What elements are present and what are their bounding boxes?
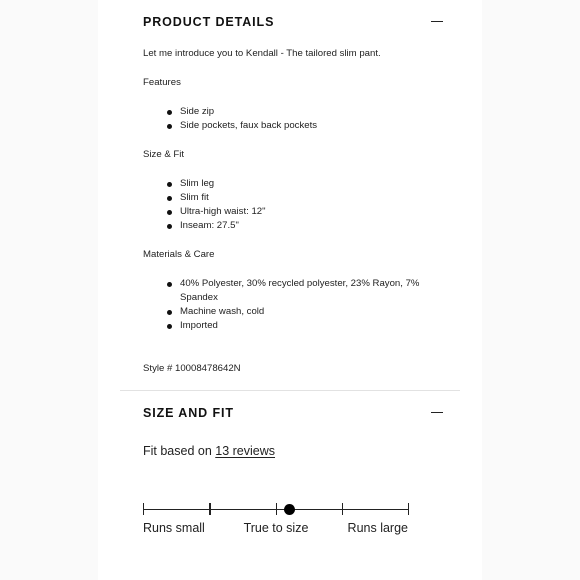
size-and-fit-header[interactable] <box>143 403 443 423</box>
fit-summary <box>143 444 275 458</box>
fit-scale-tick <box>342 503 343 515</box>
fit-scale-tick <box>209 503 210 515</box>
minus-icon[interactable] <box>431 407 443 419</box>
list-item: Side pockets, faux back pockets <box>143 119 443 133</box>
fit-scale-tick <box>143 503 144 515</box>
true-to-size-label: True to size <box>243 521 309 535</box>
size-fit-list <box>143 177 443 233</box>
fit-marker <box>284 504 295 515</box>
product-intro: Let me introduce you to Kendall - The tailored slim pant. <box>143 48 381 59</box>
list-item: Inseam: 27.5" <box>143 219 443 233</box>
size-and-fit-title: SIZE AND FIT <box>143 406 234 420</box>
list-item: Imported <box>143 319 443 333</box>
list-item: Ultra-high waist: 12" <box>143 205 443 219</box>
list-item: Side zip <box>143 105 443 119</box>
size-fit-heading: Size & Fit <box>143 149 185 160</box>
fit-scale <box>143 500 409 520</box>
product-details-header[interactable] <box>143 12 443 32</box>
fit-prefix: Fit based on <box>143 444 216 458</box>
features-heading: Features <box>143 77 181 88</box>
list-item: Slim leg <box>143 177 443 191</box>
style-number: Style # 10008478642N <box>143 363 241 374</box>
list-item: Slim fit <box>143 191 443 205</box>
runs-small-label: Runs small <box>143 521 205 535</box>
runs-large-label: Runs large <box>347 521 408 535</box>
materials-care-heading: Materials & Care <box>143 249 215 260</box>
reviews-link[interactable]: 13 reviews <box>215 444 276 458</box>
list-item: Machine wash, cold <box>143 305 443 319</box>
list-item: 40% Polyester, 30% recycled polyester, 23% Rayon, 7% Spandex <box>143 277 443 305</box>
section-divider <box>120 390 460 391</box>
product-details-title: PRODUCT DETAILS <box>143 15 275 29</box>
minus-icon[interactable] <box>431 16 443 28</box>
product-details-content <box>143 47 443 376</box>
materials-care-list <box>143 277 443 333</box>
fit-scale-tick <box>408 503 409 515</box>
fit-scale-tick <box>276 503 277 515</box>
features-list <box>143 105 443 133</box>
